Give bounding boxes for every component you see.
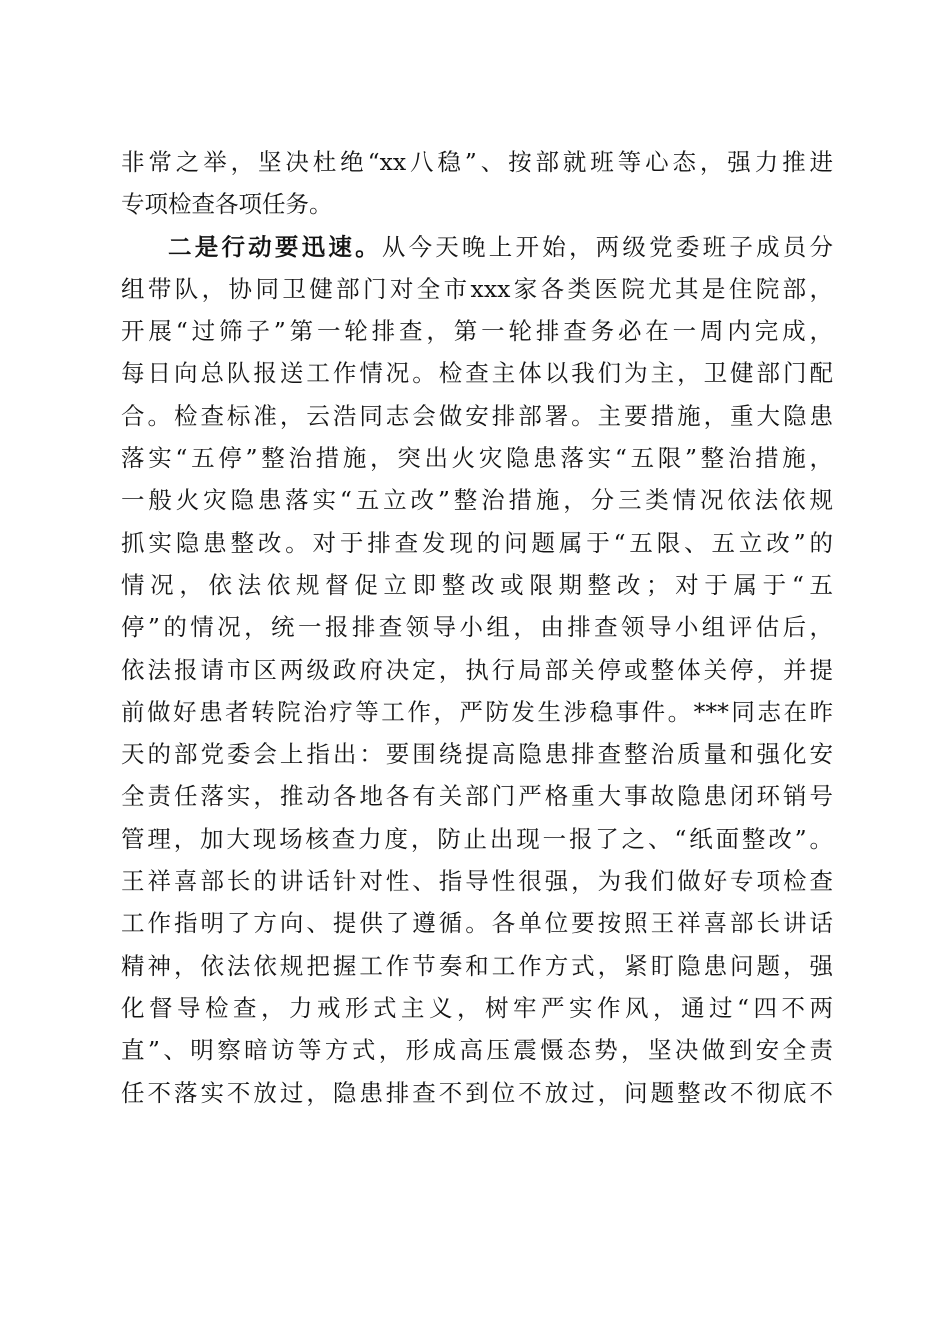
paragraph-line: 任不落实不放过，隐患排查不到位不放过，问题整改不彻底不 (121, 1078, 833, 1107)
paragraph-line: 化督导检查，力戒形式主义，树牢严实作风，通过“四不两 (121, 993, 833, 1022)
paragraph-first-line (121, 226, 833, 268)
paragraph-line: 工作指明了方向、提供了遵循。各单位要按照王祥喜部长讲话 (121, 909, 833, 938)
paragraph-line: 王祥喜部长的讲话针对性、指导性很强，为我们做好专项检查 (121, 867, 833, 896)
paragraph-2 (121, 226, 833, 1114)
paragraph-line: 依法报请市区两级政府决定，执行局部关停或整体关停，并提 (121, 655, 833, 684)
paragraph-line: 停”的情况，统一报排查领导小组，由排查领导小组评估后， (121, 613, 833, 642)
paragraph-line: 精神，依法依规把握工作节奏和工作方式，紧盯隐患问题，强 (121, 951, 833, 980)
paragraph-first-line-text: 从今天晚上开始，两级党委班子成员分 (381, 232, 834, 261)
paragraph-line: 一般火灾隐患落实“五立改”整治措施，分三类情况依法依规 (121, 486, 833, 515)
paragraph-line: 开展“过筛子”第一轮排查，第一轮排查务必在一周内完成， (121, 317, 833, 346)
paragraph-line: 合。检查标准，云浩同志会做安排部署。主要措施，重大隐患 (121, 401, 833, 430)
paragraph-line: 组带队，协同卫健部门对全市xxx家各类医院尤其是住院部， (121, 274, 833, 303)
paragraph-1 (121, 141, 833, 226)
paragraph-line: 每日向总队报送工作情况。检查主体以我们为主，卫健部门配 (121, 359, 833, 388)
paragraph-heading: 二是行动要迅速。 (168, 232, 382, 261)
paragraph-line: 天的部党委会上指出：要围绕提高隐患排查整治质量和强化安 (121, 740, 833, 769)
paragraph-line: 前做好患者转院治疗等工作，严防发生涉稳事件。***同志在昨 (121, 697, 833, 726)
paragraph-line: 情况，依法依规督促立即整改或限期整改；对于属于“五 (121, 570, 833, 599)
paragraph-line: 直”、明察暗访等方式，形成高压震慑态势，坚决做到安全责 (121, 1036, 833, 1065)
paragraph-line: 抓实隐患整改。对于排查发现的问题属于“五限、五立改”的 (121, 528, 833, 557)
paragraph-line: 管理，加大现场核查力度，防止出现一报了之、“纸面整改”。 (121, 824, 833, 853)
paragraph-line: 非常之举，坚决杜绝“xx八稳”、按部就班等心态，强力推进 (121, 148, 833, 176)
paragraph-line: 落实“五停”整治措施，突出火灾隐患落实“五限”整治措施， (121, 444, 833, 473)
paragraph-line: 专项检查各项任务。 (121, 190, 333, 219)
document-body (121, 141, 833, 1114)
paragraph-line: 全责任落实，推动各地各有关部门严格重大事故隐患闭环销号 (121, 782, 833, 811)
